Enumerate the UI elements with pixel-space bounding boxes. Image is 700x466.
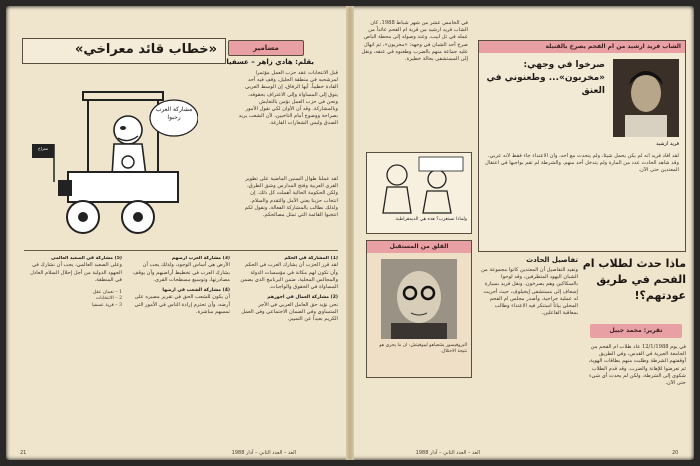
magazine-spread	[6, 6, 694, 460]
column-b: لقد عملنا طوال السنين الماضية على تطوير القرى العربية وفتح المدارس وشق الطرق، ولكن الحكومة الحالية أهملت كل ذلك. إن انتخاب حزبنا يعني الأمل والتقدم والسلام. ولذلك نطالب بالمشاركة الفعالة، ونقول لكم انتخبوا القائمة التي تمثل مصالحكم.	[244, 176, 338, 219]
feature-box	[478, 40, 686, 252]
section-tag: مسامير	[228, 40, 304, 56]
bulldozer-cartoon-icon	[28, 72, 198, 242]
elder-portrait-icon	[381, 259, 457, 339]
feature-photo	[613, 59, 679, 137]
details-text: وتفيد التفاصيل أن المعتدين كانوا مجموعة من الشبان اليهود المتطرفين، وقد لوحوا بالسكاكين وهم يصرخون. ونقل فريد بسيارة إسعاف إلى مستشفى إيخيلوف، حيث أجريت له عملية جراحية. وأصدر مجلس ام الفحم المحلي بياناً استنكر فيه الاعتداء وطالب بمعاقبة الفاعلين.	[481, 267, 578, 317]
portrait-label: القلق من المستقبل	[367, 241, 471, 253]
big-headline: ماذا حدث لطلاب ام الفحم في طريق عودتهم؟!	[582, 257, 686, 302]
details-column	[478, 256, 578, 446]
column-lower-mid	[130, 256, 230, 436]
left-page-number: 21	[20, 450, 27, 456]
reporter-tag: تقرير: محمد جبيل	[590, 324, 682, 338]
divider	[24, 250, 338, 251]
column-lower-right	[238, 256, 338, 436]
subhead-1: (1) المشاركة في الحكم	[284, 256, 338, 261]
subtext-2: نحن نؤيد حق العامل العربي في الأجر المتساوي وفي الضمان الاجتماعي وفي العمل الكريم بعيداً عن التمييز.	[241, 301, 338, 323]
bottom-text: في يوم 12/1/1988 عاد طلاب ام الفحم من الجامعة العبرية في القدس، وفي الطريق أوقفتهم الشرطة وطلبت منهم بطاقات الهوية، ثم تعرضوا للإهانة والضرب. وقد قدم الطلاب شكوى إلى الشرطة، ولكن لم يحدث أي شيء حتى الآن.	[588, 344, 686, 387]
portrait-photo	[381, 259, 457, 339]
mini-cartoon	[366, 152, 472, 234]
photo-caption: فريد ارشيد	[656, 141, 679, 147]
footnotes: 1 – نعمان عقل 2 – الانتخابات 3 – قرية عسفيا	[91, 290, 122, 308]
subhead-2: (2) مشاركة العمال في اجورهم	[267, 295, 338, 301]
feature-headline: صرخوا في وجهي: «مخربون»... وطعنوني في العنق	[486, 60, 605, 96]
man-portrait-icon	[613, 59, 679, 137]
story-top-text: في الخامس عشر من شهر شباط 1988، كان الشاب فريد ارشيد من قرية ام الفحم عائداً من عمله في تل ابيب، وعند وصوله إلى محطة الباص صرخ أحد الشبان في وجهه: «مخربون»، ثم انهال عليه جماعة منهم بالضرب وطعنوه في عنقه، ونقل إلى المستشفى بحالة خطيرة.	[361, 20, 468, 63]
subhead-5: (5) مشاركة في الصعيد العالمي	[51, 256, 122, 261]
portrait-caption: البروفيسور يشعياهو ليبوفيتش: ان ما يجري هو نتيجة الاحتلال.	[379, 343, 467, 355]
cartoon	[28, 72, 198, 242]
subtext-1: لقد قرر الحزب أن يشارك العرب في الحكم وأن تكون لهم مكانة في مؤسسات الدولة والمجالس المحلية، ضمن البرنامج الذي يضمن المساواة في الحقوق والواجبات.	[240, 262, 338, 291]
feature-banner: الشاب فريد ارشيد من ام الفحم يصرخ بالقنبلة	[479, 41, 685, 53]
speech-bubble-text: مشاركة العرب رحبوا	[155, 106, 193, 121]
details-title: تفاصيل الحادث	[526, 256, 578, 264]
flag-text: معراخ	[38, 146, 48, 151]
subhead-3: (3) مشاركة العرب ارضهم	[171, 256, 230, 261]
right-page	[350, 6, 694, 460]
subhead-4: (4) مشاركة الشعب في ارضها	[162, 288, 230, 294]
author-byline: بقلم: هادي زاهر – عسفيا	[226, 58, 314, 66]
right-page-number: 20	[672, 450, 679, 456]
article-title: «خطاب قائد معراخي»	[74, 42, 217, 57]
subtext-4: أن يكون للشعب الحق في تقرير مصيره على أرضه، وأن تحترم إرادة الناس في الأمور التي تمسهم مباشرة.	[134, 294, 230, 315]
figures-cartoon-icon	[367, 153, 471, 217]
subtext-5: وعلى الصعيد العالمي، يجب أن نشارك في الجهود الدولية من أجل إحلال السلام العادل في المنطقة.	[30, 262, 122, 283]
subtext-3: الأرض هي أساس الوجود، ولذلك يجب أن يشارك العرب في تخطيط أراضيهم وأن يوقف مصادرتها، وتوسيع مسطحات القرى.	[133, 262, 230, 283]
left-page	[6, 6, 349, 460]
title-box	[22, 38, 226, 64]
feature-text: لقد أفاد فريد أنه لم يكن يحمل شيئاً، ولم يتحدث مع أحد، وأن الاعتداء جاء فقط لأنه عربي. وقد شاهد الحادث عدد من المارة ولم يتدخل أحد منهم. والشرطة لم تقم بواجبها في اعتقال المعتدين حتى الآن.	[485, 153, 679, 174]
mini-cartoon-caption: ولماذا تستغرب؟ هذه هي الديمقراطية.	[394, 217, 467, 222]
column-lower-left	[22, 256, 122, 436]
portrait-box	[366, 240, 472, 378]
column-a: قبل الانتخابات عقد حزب العمل مؤتمراً لمرشحيه في منطقة الجليل، وقف فيه أحد القادة خطيباً. أيها الرفاق، إن الوسط العربي يتوق إلى المساواة وإلى الاعتراف بحقوقه، ونحن في حزب العمل نؤمن بالتعايش وبالمشاركة. وقد آن الأوان لكي نقول الأمور بصراحة ووضوح أمام الناخبين، لأن الشعب يريد الصدق وليس الشعارات الفارغة.	[238, 70, 338, 127]
right-footer: الغد – العدد الثاني – آذار 1988	[415, 450, 480, 456]
left-footer: الغد – العدد الثاني – آذار 1988	[231, 450, 296, 456]
